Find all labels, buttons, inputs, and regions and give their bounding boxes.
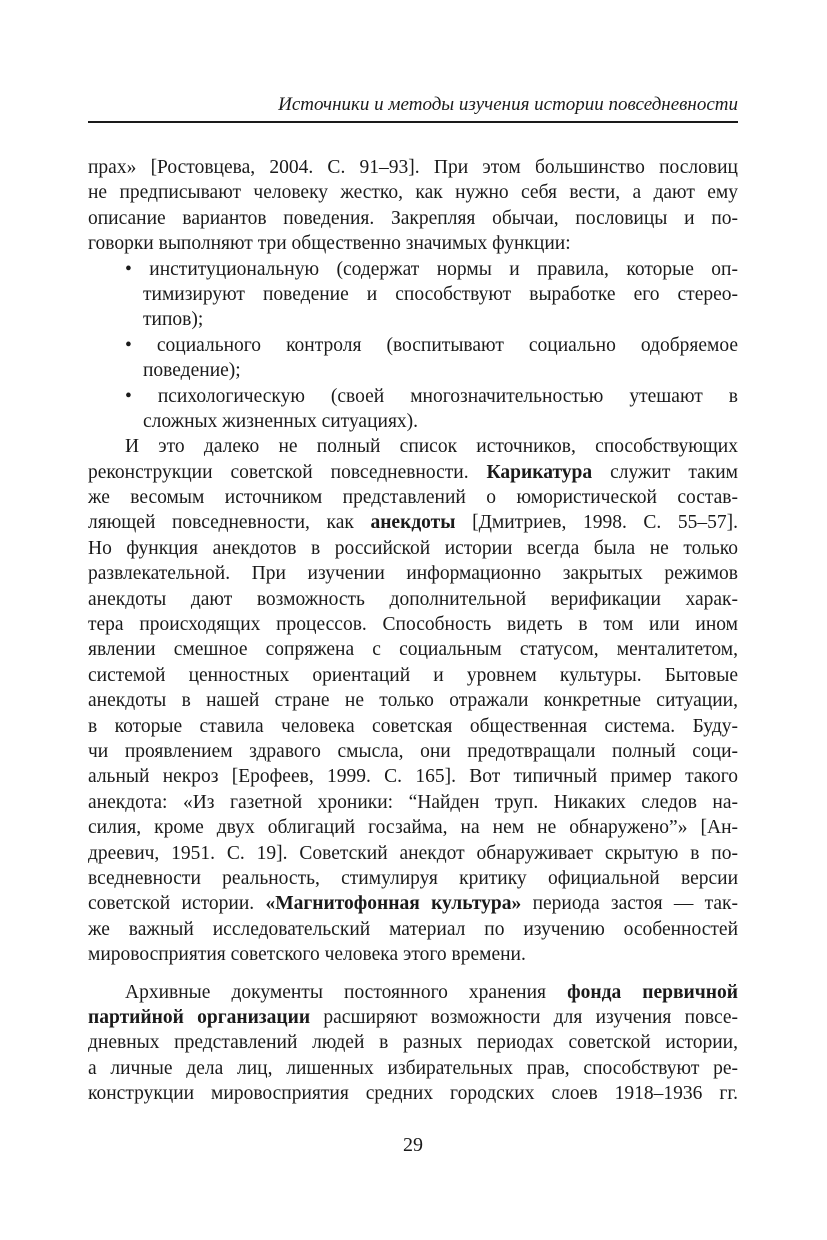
text-fragment: служит таким [610, 461, 738, 483]
text-line: тера происходящих процессов. Способность видеть в том или ином [88, 614, 738, 636]
text-line: И это далеко не полный список источников, способствующих [125, 436, 738, 458]
text-line: анекдоты в нашей стране не только отражали конкретные ситуации, [88, 690, 738, 712]
header-rule [88, 121, 738, 123]
text-line: дневных представлений людей в разных периодах советской истории, [88, 1032, 738, 1054]
bold-term: фонда первичной [567, 981, 739, 1003]
text-line: же весомым источником представлений о юмористической состав- [88, 487, 738, 509]
bullet-item-line: • социального контроля (воспитывают социально одобряемое [125, 334, 738, 356]
text-line: а личные дела лиц, лишенных избирательных прав, способствуют ре- [88, 1057, 738, 1079]
text-line: явлении смешное сопряжена с социальным статусом, менталитетом, [88, 639, 738, 661]
bullet-item-line: поведение); [143, 360, 241, 382]
text-line: мировосприятия советского человека этого времени. [88, 944, 526, 966]
text-line: альный некроз [Ерофеев, 1999. С. 165]. Вот типичный пример такого [88, 766, 738, 788]
bullet-item-line: типов); [143, 309, 204, 331]
text-line: силия, кроме двух облигаций госзайма, на нем не обнаружено”» [Ан- [88, 817, 738, 839]
text-fragment: Архивные документы постоянного хранения [125, 981, 547, 1003]
bold-term: «Магнитофонная культура» [265, 893, 522, 915]
text-fragment: расширяют возможности для изучения повсе- [323, 1006, 738, 1028]
text-fragment: ляющей повседневности, как [88, 512, 354, 534]
text-line [88, 891, 738, 916]
text-line [88, 980, 738, 1005]
text-fragment: [Дмитриев, 1998. С. 55–57]. [472, 512, 739, 534]
bullet-item-line: • психологическую (своей многозначительностью утешают в [125, 385, 738, 407]
bold-term: Карикатура [486, 461, 593, 483]
text-line: в которые ставила человека советская общественная система. Буду- [88, 715, 738, 737]
text-line: описание вариантов поведения. Закрепляя обычаи, пословицы и по- [88, 207, 738, 229]
text-line: вседневности реальность, стимулируя критику официальной версии [88, 867, 738, 889]
text-line: чи проявлением здравого смысла, они предотвращали полный соци- [88, 740, 738, 762]
body-text [88, 155, 738, 1106]
text-line: дреевич, 1951. С. 19]. Советский анекдот обнаруживает скрытую в по- [88, 842, 738, 864]
bold-term: анекдоты [370, 512, 456, 534]
text-line: не предписывают человеку жестко, как нужно себя вести, а дают ему [88, 182, 738, 204]
text-line [88, 1005, 738, 1030]
text-line: Но функция анекдотов в российской истории всегда была не только [88, 537, 738, 559]
text-line [88, 510, 738, 535]
bullet-item-line: • институциональную (содержат нормы и правила, которые оп- [125, 258, 738, 280]
text-line: говорки выполняют три общественно значимых функции: [88, 233, 571, 255]
text-line: прах» [Ростовцева, 2004. С. 91–93]. При этом большинство пословиц [88, 157, 738, 178]
running-header: Источники и методы изучения истории повседневности [278, 94, 738, 115]
text-line: системой ценностных ориентаций и уровнем культуры. Бытовые [88, 664, 738, 686]
bold-term: партийной организации [88, 1006, 311, 1028]
paragraph-gap [88, 968, 738, 980]
page-number: 29 [403, 1134, 423, 1156]
bullet-item-line: тимизируют поведение и способствуют выработке его стерео- [143, 283, 738, 305]
text-fragment: реконструкции советской повседневности. [88, 461, 469, 483]
text-line: анекдота: «Из газетной хроники: “Найден труп. Никаких следов на- [88, 791, 738, 813]
text-line: развлекательной. При изучении информационно закрытых режимов [88, 563, 738, 585]
text-line: конструкции мировосприятия средних городских слоев 1918–1936 гг. [88, 1083, 738, 1105]
text-fragment: советской истории. [88, 893, 255, 915]
text-line: же важный исследовательский материал по изучению особенностей [88, 918, 738, 940]
text-fragment: периода застоя — так- [532, 893, 739, 915]
text-line: анекдоты дают возможность дополнительной верификации харак- [88, 588, 738, 610]
text-line [88, 460, 738, 485]
bullet-item-line: сложных жизненных ситуациях). [143, 410, 419, 432]
